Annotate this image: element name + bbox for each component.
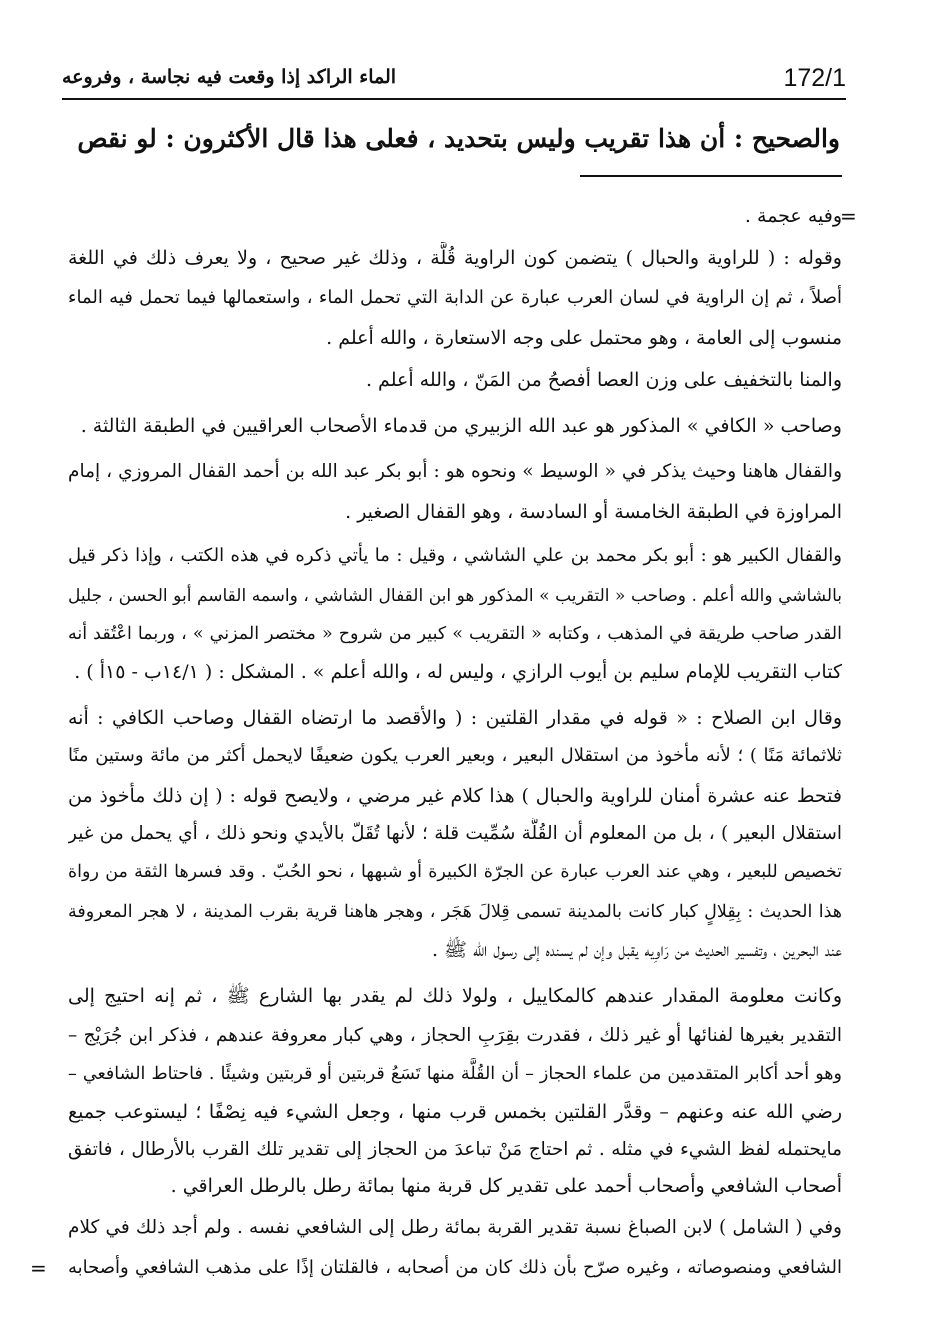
continuation-mark-bottom: = <box>30 1256 47 1280</box>
note-line: هذا الحديث : بِقِلالٍ كبار كانت بالمدينة تسمى قِلالَ هَجَر ، وهجر هاهنا قرية بقرب المدينة ، لا هجر المعروفة <box>68 902 842 922</box>
note-line: والقفال الكبير هو : أبو بكر محمد بن علي الشاشي ، وقيل : ما يأتي ذكره في هذه الكتب ، وإذا ذكر قيل <box>68 545 842 566</box>
note-line: أصحاب الشافعي وأصحاب أحمد على تقدير كل قربة منها بمائة رطل بالرطل العراقي . <box>170 1175 842 1197</box>
note-line: بالشاشي والله أعلم . وصاحب « التقريب » المذكور هو ابن القفال الشاشي ، واسمه القاسم أبو الحسن ، جليل <box>68 586 842 606</box>
running-title: الماء الراكد إذا وقعت فيه نجاسة ، وفروعه <box>62 66 397 88</box>
note-line: استقلال البعير ) ، بل من المعلوم أن القُلَّة سُمِّيت قلة ؛ لأنها تُقَلّ بالأيدي ونحو ذلك ، أي يحمل من غير <box>68 823 842 844</box>
note-line: كتاب التقريب للإمام سليم بن أيوب الرازي ، وليس له ، والله أعلم » . المشكل : ( ١٤/١ب - ١٥أ ) . <box>74 661 842 683</box>
note-line: وكانت معلومة المقدار عندهم كالمكاييل ، ولولا ذلك لم يقدر بها الشارع ﷺ ، ثم إنه احتيج إلى <box>68 985 842 1007</box>
note-line: القدر صاحب طريقة في المذهب ، وكتابه « التقريب » كبير من شروح « مختصر المزني » ، وربما اعْتُقد أنه <box>68 624 842 644</box>
note-line: أصلاً ، ثم إن الراوية في لسان العرب عبارة عن الدابة التي تحمل الماء ، واستعمالها فيما تحمل فيه الماء <box>68 287 842 308</box>
note-line: فتحط عنه عشرة أمنان للراوية والحبال ) هذا كلام غير مرضي ، ولايصح قوله : ( إن ذلك مأخوذ من <box>68 785 842 807</box>
footnote-separator <box>580 175 842 177</box>
note-line: وهو أحد أكابر المتقدمين من علماء الحجاز – أن القُلَّة منها تَسَعُ قربتين أو قربتين وشيئًا . فاحتاط الشافعي – <box>68 1064 842 1084</box>
note-line: منسوب إلى العامة ، وهو محتمل على وجه الاستعارة ، والله أعلم . <box>326 327 842 349</box>
note-line: والمنا بالتخفيف على وزن العصا أفصحُ من المَنّ ، والله أعلم . <box>365 369 842 391</box>
note-line: مايحتمله لفظ الشيء في مثله . ثم احتاج مَنْ تباعدَ من الحجاز إلى تقدير تلك القرب بالأرطال ، فاتفق <box>68 1139 842 1160</box>
note-line: ثلاثمائة مَنًا ) ؛ لأنه مأخوذ من استقلال البعير ، وبعير العرب يكون ضعيفًا لايحمل أكثر من مائة وستين منًا <box>68 745 842 766</box>
main-text-line: والصحيح : أن هذا تقريب وليس بتحديد ، فعلى هذا قال الأكثرون : لو نقص <box>77 124 840 153</box>
note-line: عند البحرين ، وتفسير الحديث من رَاوِيه يقبل وإن لم يسنده إلى رسول الله ﷺ . <box>431 939 842 961</box>
note-line: وقال ابن الصلاح : « قوله في مقدار القلتين : ( والأقصد ما ارتضاه القفال وصاحب الكافي : أنه <box>68 707 842 729</box>
note-line: وقوله : ( للراوية والحبال ) يتضمن كون الراوية قُلَّة ، وذلك غير صحيح ، ولا يعرف ذلك في اللغة <box>68 247 842 269</box>
page-header <box>62 58 846 100</box>
note-line: وفيه عجمة . <box>744 205 842 227</box>
note-line: التقدير بغيرها لفنائها أو غير ذلك ، فقدرت بقِرَبِ الحجاز ، وهي كبار معروفة عندهم ، فذكر ابن جُرَيْج – <box>68 1025 842 1046</box>
continuation-mark-top: = <box>840 204 857 228</box>
note-line: المراوزة في الطبقة الخامسة أو السادسة ، وهو القفال الصغير . <box>345 501 842 523</box>
note-line: الشافعي ومنصوصاته ، وغيره صرّح بأن ذلك كان من أصحابه ، فالقلتان إذًا على مذهب الشافعي وأصحابه <box>68 1257 842 1278</box>
note-line: وصاحب « الكافي » المذكور هو عبد الله الزبيري من قدماء الأصحاب العراقيين في الطبقة الثالثة . <box>80 415 842 437</box>
note-line: وفي ( الشامل ) لابن الصباغ نسبة تقدير القربة بمائة رطل إلى الشافعي نفسه . ولم أجد ذلك في كلام <box>68 1217 842 1238</box>
page-number: 172/1 <box>783 64 846 92</box>
note-line: رضي الله عنه وعنهم – وقدَّر القلتين بخمس قرب منها ، وجعل الشيء فيه نِصْفًا ؛ ليستوعب جميع <box>68 1101 842 1123</box>
note-line: والقفال هاهنا وحيث يذكر في « الوسيط » ونحوه هو : أبو بكر عبد الله بن أحمد القفال المروزي ، إمام <box>68 461 842 482</box>
note-line: تخصيص للبعير ، وهي عند العرب عبارة عن الجرّة الكبيرة أو شبهها ، نحو الحُبّ . وقد فسرها الثقة من رواة <box>68 862 842 882</box>
